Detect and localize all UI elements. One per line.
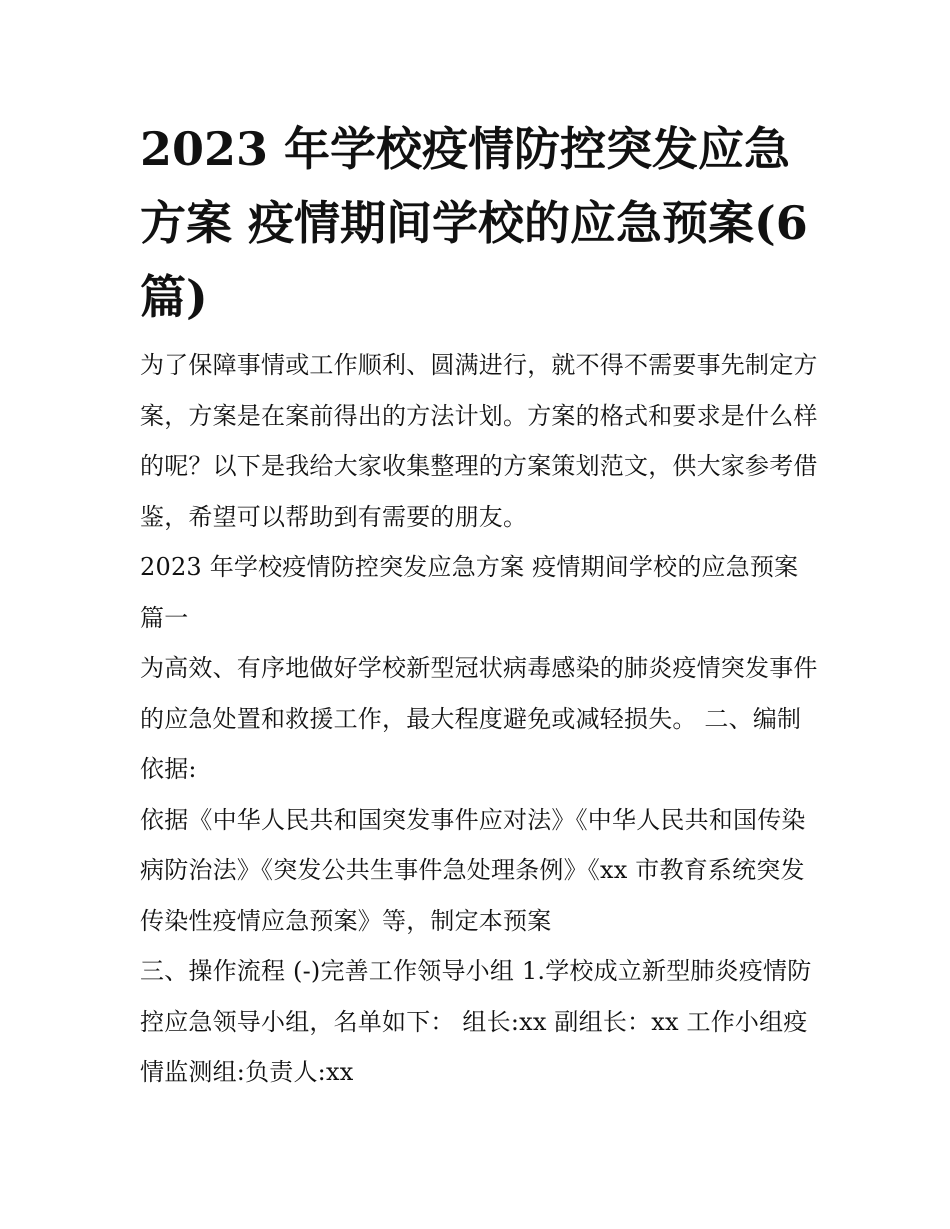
- document-title: 2023 年学校疫情防控突发应急方案 疫情期间学校的应急预案(6 篇): [140, 122, 808, 324]
- document-body: [140, 112, 820, 1098]
- section-heading-1: 2023 年学校疫情防控突发应急方案 疫情期间学校的应急预案篇一: [140, 553, 799, 632]
- basis-paragraph: 依据《中华人民共和国突发事件应对法》《中华人民共和国传染病防治法》《突发公共生事件急处理条例》《xx 市教育系统突发传染性疫情应急预案》等，制定本预案: [140, 805, 806, 935]
- procedure-paragraph: 三、操作流程 (-)完善工作领导小组 1.学校成立新型肺炎疫情防控应急领导小组，名单如下： 组长:xx 副组长：xx 工作小组疫情监测组:负责人:xx: [140, 957, 812, 1086]
- purpose-paragraph: 为高效、有序地做好学校新型冠状病毒感染的肺炎疫情突发事件的应急处置和救援工作，最大程度避免或减轻损失。 二、编制依据:: [140, 654, 818, 783]
- intro-paragraph: 为了保障事情或工作顺利、圆满进行，就不得不需要事先制定方案，方案是在案前得出的方法计划。方案的格式和要求是什么样的呢？以下是我给大家收集整理的方案策划范文，供大家参考借鉴，希望可以帮助到有需要的朋友。: [140, 351, 818, 531]
